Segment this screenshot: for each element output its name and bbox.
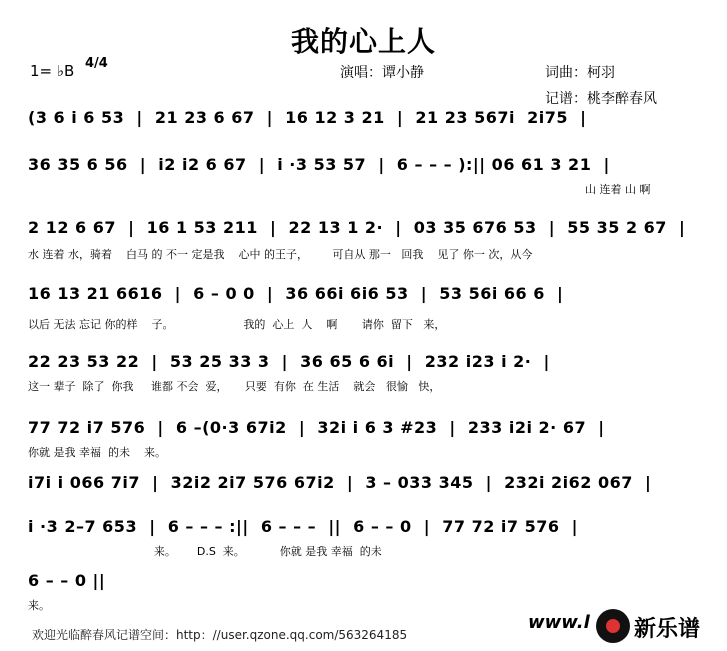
page-title: 我的心上人	[290, 25, 436, 58]
staff-notes: 22 23 53 22 | 53 25 33 3 | 36 65 6 6i | 232 i23 i 2· |	[28, 352, 550, 371]
singer-credit: 演唱：谭小静	[340, 65, 424, 81]
staff-notes: 6 – – 0 ||	[28, 571, 106, 590]
site-logo-name: 新乐谱	[634, 617, 701, 642]
time-signature: 4/4	[85, 56, 108, 71]
staff-notes: i7i i 066 7i7 | 32i2 2i7 576 67i2 | 3 – 033 345 | 232i 2i62 067 |	[28, 473, 652, 492]
transcriber-credit: 记谱：桃李醉春风	[545, 91, 657, 107]
staff-lyrics: 你就 是我 幸福 的未 来。	[28, 446, 166, 459]
staff-notes: 2 12 6 67 | 16 1 53 211 | 22 13 1 2· | 03 35 676 53 | 55 35 2 67 |	[28, 218, 686, 237]
footer-text: 欢迎光临醉春风记谱空间：http：//user.qzone.qq.com/563264185	[32, 628, 408, 642]
site-url-fragment: www.l	[528, 612, 590, 633]
staff-notes: 77 72 i7 576 | 6 –(0·3 67i2 | 32i i 6 3 #23 | 233 i2i 2· 67 |	[28, 418, 605, 437]
staff-notes: 16 13 21 6616 | 6 – 0 0 | 36 66i 6i6 53 | 53 56i 66 6 |	[28, 284, 564, 303]
key-signature: 1= ♭B	[30, 62, 75, 80]
staff-notes: 36 35 6 56 | i2 i2 6 67 | i ·3 53 57 | 6 – – – ):|| 06 61 3 21 |	[28, 155, 610, 174]
logo-disc-icon	[596, 609, 630, 643]
staff-lyrics: 山 连着 山 啊	[585, 183, 651, 196]
staff-notes: i ·3 2–7 653 | 6 – – – :|| 6 – – – || 6 – – 0 | 77 72 i7 576 |	[28, 517, 578, 536]
staff-lyrics: 来。 D.S 来。 你就 是我 幸福 的未	[28, 545, 382, 558]
staff-lyrics: 来。	[28, 599, 50, 612]
staff-lyrics: 这一 辈子 除了 你我 谁都 不会 爱， 只要 有你 在 生活 就会 很愉 快，	[28, 380, 441, 393]
staff-notes: (3 6 i 6 53 | 21 23 6 67 | 16 12 3 21 | 21 23 567i 2i75 |	[28, 108, 587, 127]
staff-lyrics: 水 连着 水，骑着 白马 的 不一 定是我 心中 的王子， 可自从 那一 回我 见了 你一 次，从今	[28, 248, 533, 261]
staff-lyrics: 以后 无法 忘记 你的样 子。 我的 心上 人 啊 请你 留下 来，	[28, 318, 446, 331]
composer-credit: 词曲：柯羽	[545, 65, 615, 81]
